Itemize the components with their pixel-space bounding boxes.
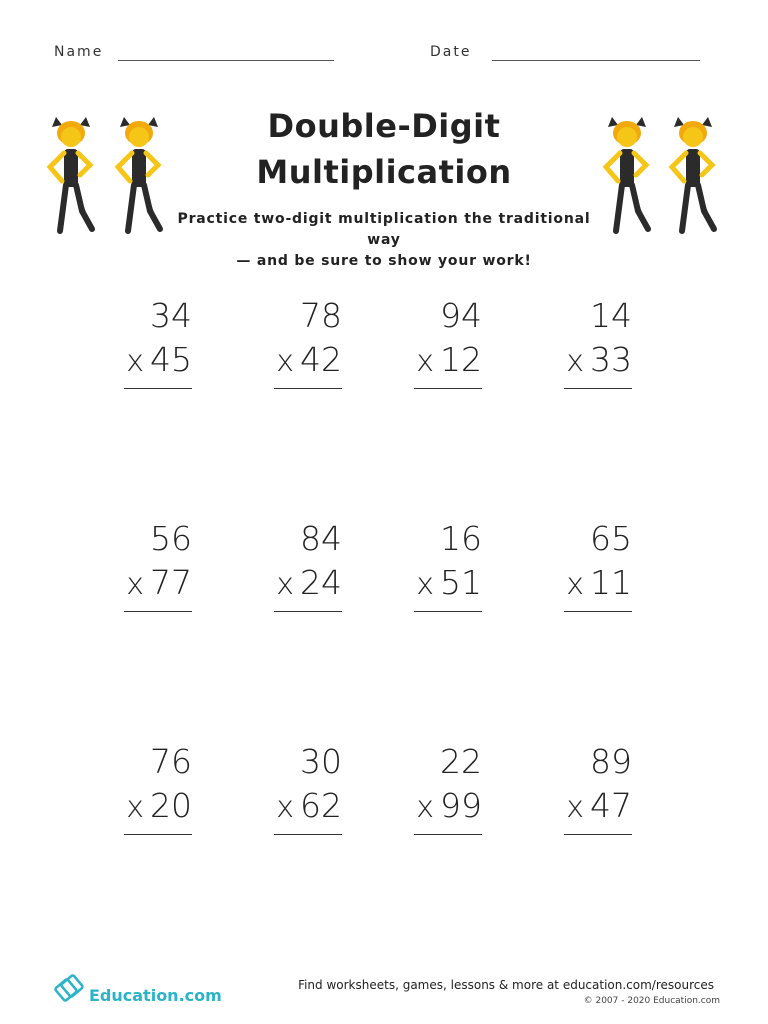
problem-12 [522,742,632,852]
times-sign: x [276,344,294,379]
answer-line[interactable] [414,834,482,835]
copyright: © 2007 - 2020 Education.com [583,996,720,1006]
multiplier-row [566,340,632,382]
times-sign: x [566,344,584,379]
times-sign: x [276,567,294,602]
multiplicand: 34 [150,296,192,335]
problem-8 [522,519,632,629]
multiplicand: 76 [150,742,192,781]
page-title [184,103,584,195]
multiplicand: 22 [440,742,482,781]
multiplier: 51 [440,563,482,602]
multiplicand: 89 [590,742,632,781]
cat-costume-girl-icon [598,113,658,238]
problem-4 [522,296,632,406]
multiplicand: 65 [590,519,632,558]
multiplier-row [416,786,482,828]
problem-5 [82,519,192,629]
title-line-2: Multiplication [256,153,512,191]
answer-line[interactable] [124,388,192,389]
times-sign: x [276,790,294,825]
multiplier: 12 [440,340,482,379]
multiplier: 77 [150,563,192,602]
problem-6 [232,519,342,629]
answer-line[interactable] [414,611,482,612]
times-sign: x [566,790,584,825]
multiplicand: 84 [300,519,342,558]
multiplicand: 14 [590,296,632,335]
multiplier-row [276,340,342,382]
times-sign: x [126,790,144,825]
brand-name[interactable]: Education.com [89,986,222,1005]
times-sign: x [126,567,144,602]
multiplier: 33 [590,340,632,379]
problem-2 [232,296,342,406]
multiplicand: 56 [150,519,192,558]
answer-line[interactable] [274,388,342,389]
multiplier: 11 [590,563,632,602]
multiplicand: 16 [440,519,482,558]
name-label: Name [54,44,104,60]
multiplier-row [126,563,192,605]
multiplicand: 78 [300,296,342,335]
multiplier: 47 [590,786,632,825]
multiplier: 24 [300,563,342,602]
answer-line[interactable] [124,834,192,835]
times-sign: x [416,790,434,825]
problem-9 [82,742,192,852]
title-line-1: Double-Digit [267,107,501,145]
answer-line[interactable] [564,611,632,612]
multiplier-row [416,340,482,382]
multiplier-row [126,786,192,828]
footer-tagline[interactable]: Find worksheets, games, lessons & more at education.com/resources [298,978,714,992]
answer-line[interactable] [274,834,342,835]
times-sign: x [416,344,434,379]
problem-1 [82,296,192,406]
answer-line[interactable] [564,834,632,835]
problem-7 [372,519,482,629]
multiplier: 99 [440,786,482,825]
date-label: Date [430,44,472,60]
instructions-line-2: — and be sure to show your work! [236,253,532,269]
times-sign: x [126,344,144,379]
times-sign: x [566,567,584,602]
multiplier: 62 [300,786,342,825]
multiplier-row [126,340,192,382]
cat-costume-girl-icon [664,113,724,238]
multiplier: 45 [150,340,192,379]
multiplier: 42 [300,340,342,379]
problem-3 [372,296,482,406]
multiplier-row [566,786,632,828]
cat-costume-girl-icon [42,113,102,238]
answer-line[interactable] [274,611,342,612]
multiplicand: 94 [440,296,482,335]
cat-costume-girl-icon [110,113,170,238]
multiplier-row [276,786,342,828]
multiplier-row [416,563,482,605]
date-field[interactable] [492,60,700,61]
multiplier: 20 [150,786,192,825]
multiplier-row [276,563,342,605]
multiplicand: 30 [300,742,342,781]
answer-line[interactable] [124,611,192,612]
instructions-line-1: Practice two-digit multiplication the traditional way [177,211,591,248]
answer-line[interactable] [414,388,482,389]
problem-10 [232,742,342,852]
answer-line[interactable] [564,388,632,389]
multiplier-row [566,563,632,605]
problem-11 [372,742,482,852]
instructions [160,209,608,272]
name-field[interactable] [118,60,334,61]
times-sign: x [416,567,434,602]
education-logo-icon [52,970,88,1006]
